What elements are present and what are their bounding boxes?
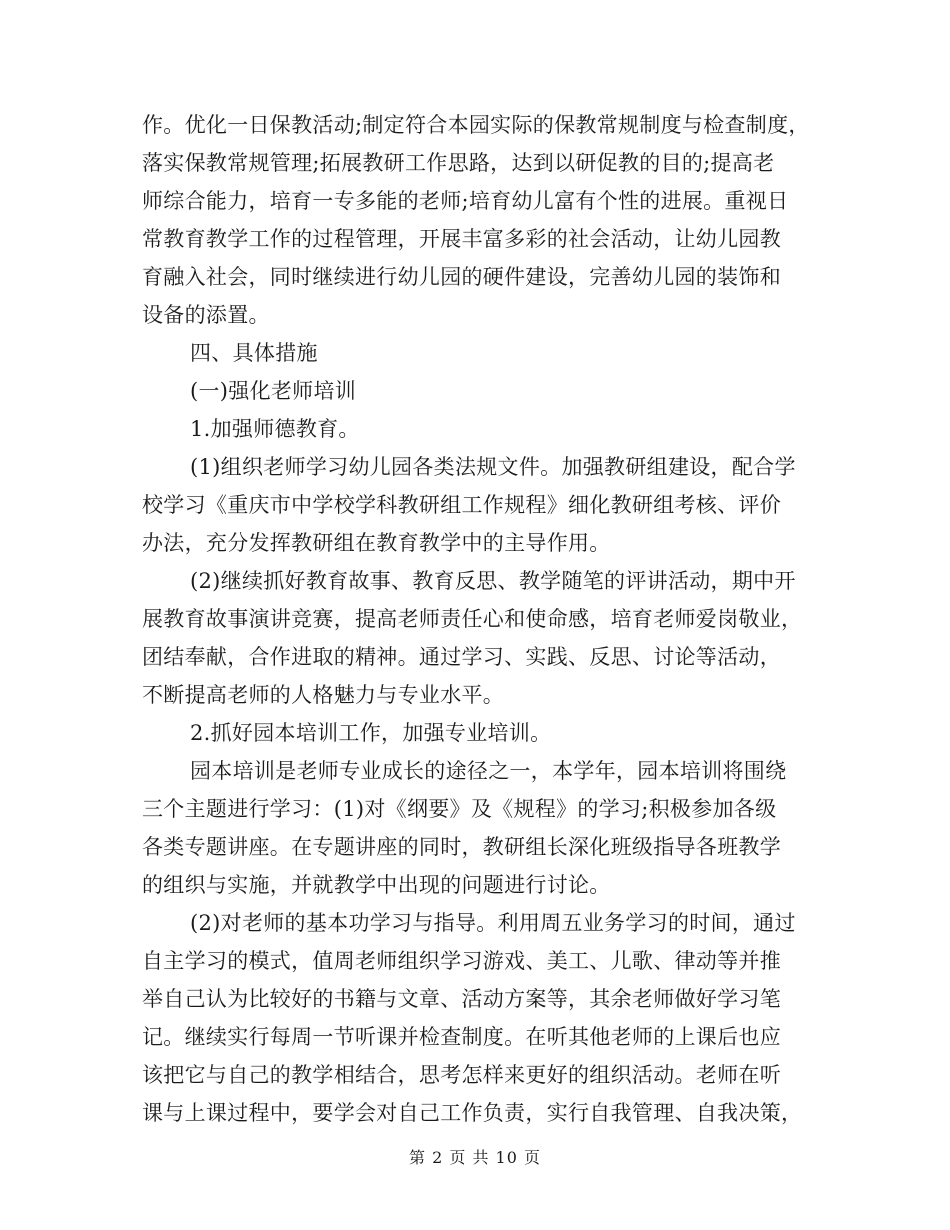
paragraph-line: 校学习《重庆市中学校学科教研组工作规程》细化教研组考核、评价 [142, 493, 781, 517]
page-number-footer: 第 2 页 共 10 页 [409, 1148, 541, 1167]
paragraph-line: 的组织与实施，并就教学中出现的问题进行讨论。 [142, 873, 611, 897]
item-heading: 2.抓好园本培训工作，加强专业培训。 [190, 721, 552, 745]
section-heading: 四、具体措施 [190, 341, 318, 365]
paragraph-line: (2)对老师的基本功学习与指导。利用周五业务学习的时间，通过 [190, 911, 796, 935]
paragraph-line: 育融入社会，同时继续进行幼儿园的硬件建设，完善幼儿园的装饰和 [142, 265, 781, 289]
paragraph-line: 记。继续实行每周一节听课并检查制度。在听其他老师的上课后也应 [142, 1025, 781, 1049]
paragraph-line: 常教育教学工作的过程管理，开展丰富多彩的社会活动，让幼儿园教 [142, 227, 781, 251]
paragraph-line: 设备的添置。 [142, 303, 270, 327]
paragraph-line: 自主学习的模式，值周老师组织学习游戏、美工、儿歌、律动等并推 [142, 949, 781, 973]
paragraph-line: 该把它与自己的教学相结合，思考怎样来更好的组织活动。老师在听 [142, 1063, 781, 1087]
paragraph-line: 三个主题进行学习：(1)对《纲要》及《规程》的学习;积极参加各级 [142, 797, 777, 821]
paragraph-line: (2)继续抓好教育故事、教育反思、教学随笔的评讲活动，期中开 [190, 569, 796, 593]
paragraph-line: 园本培训是老师专业成长的途径之一，本学年，园本培训将围绕 [190, 759, 787, 783]
item-heading: 1.加强师德教育。 [190, 417, 360, 441]
subsection-heading: (一)强化老师培训 [190, 379, 357, 403]
paragraph-line: 课与上课过程中，要学会对自己工作负责，实行自我管理、自我决策， [142, 1101, 803, 1125]
paragraph-line: 各类专题讲座。在专题讲座的同时，教研组长深化班级指导各班教学 [142, 835, 781, 859]
paragraph-line: 展教育故事演讲竞赛，提高老师责任心和使命感，培育老师爱岗敬业， [142, 607, 803, 631]
paragraph-line: 办法，充分发挥教研组在教育教学中的主导作用。 [142, 531, 611, 555]
paragraph-line: 落实保教常规管理;拓展教研工作思路，达到以研促教的目的;提高老 [142, 151, 775, 175]
paragraph-line: (1)组织老师学习幼儿园各类法规文件。加强教研组建设，配合学 [190, 455, 796, 479]
paragraph-line: 师综合能力，培育一专多能的老师;培育幼儿富有个性的进展。重视日 [142, 189, 789, 213]
paragraph-line: 举自己认为比较好的书籍与文章、活动方案等，其余老师做好学习笔 [142, 987, 781, 1011]
paragraph-line: 团结奉献，合作进取的精神。通过学习、实践、反思、讨论等活动， [142, 645, 781, 669]
paragraph-line: 作。优化一日保教活动;制定符合本园实际的保教常规制度与检查制度， [142, 113, 810, 137]
paragraph-line: 不断提高老师的人格魅力与专业水平。 [142, 683, 505, 707]
